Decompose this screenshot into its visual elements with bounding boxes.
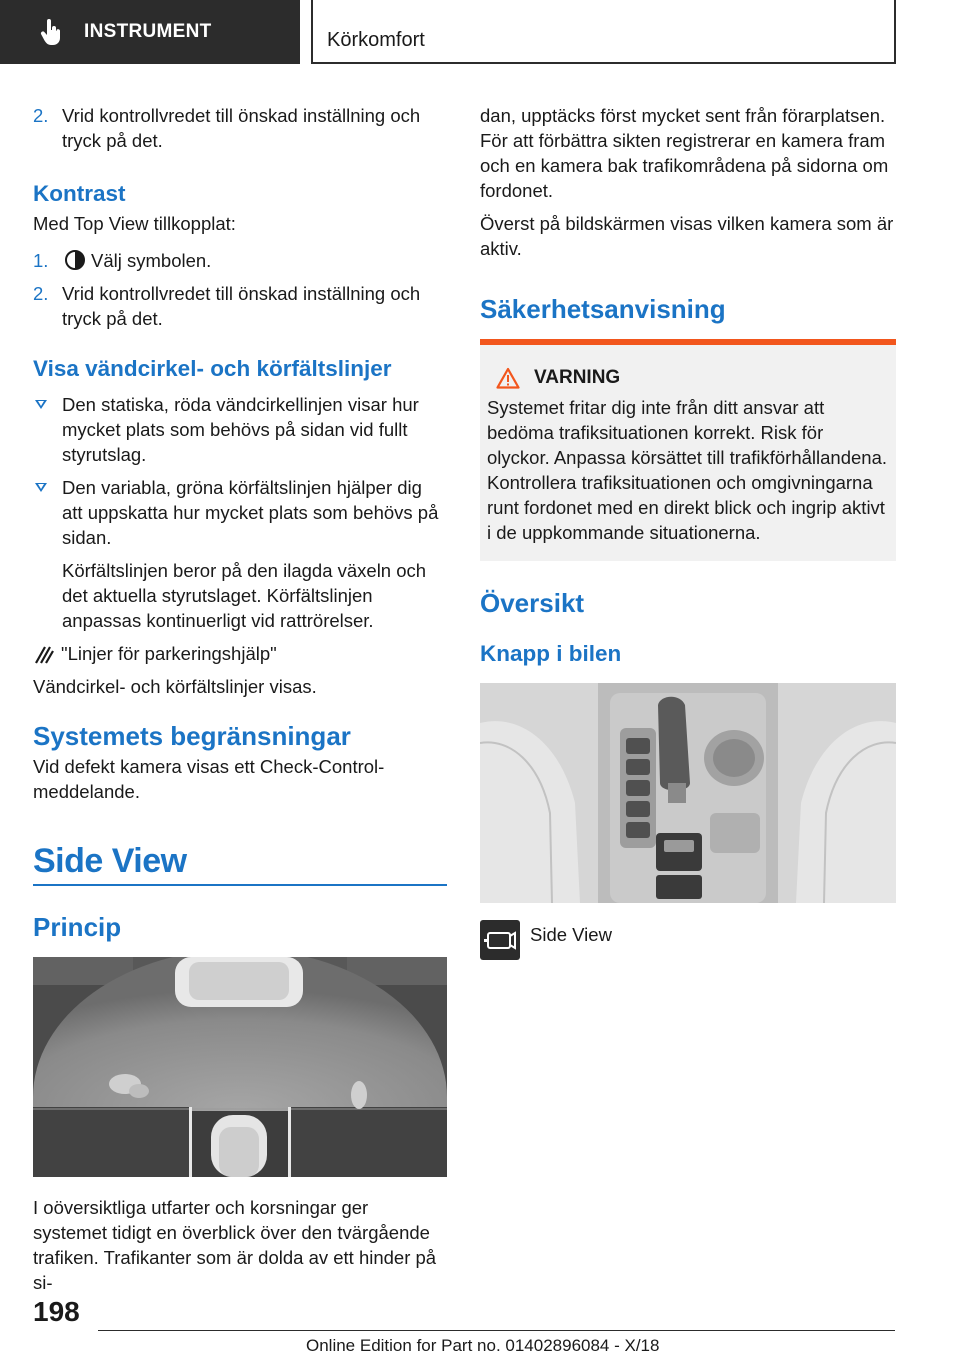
footer-rule xyxy=(98,1330,895,1331)
result-text: Vändcirkel- och körfältslinjer visas. xyxy=(33,676,317,697)
heading-sakerhet: Säkerhetsanvisning xyxy=(480,294,726,324)
side-view-button-label: Side View xyxy=(530,924,612,945)
bullet-continuation: Körfältslinjen beror på den ilagda växeln och det aktuella styrutslaget. Körfältslinjen anpassas kontinuerligt vid rattrörelser. xyxy=(62,560,427,631)
heading-visa: Visa vändcirkel- och körfältslinjer xyxy=(33,356,392,381)
princip-text: I oöversiktliga utfarter och korsningar ger systemet tidigt en överblick över den tvärgående trafiken. Trafikanter som är dolda av ett hinder på si- xyxy=(33,1197,437,1293)
step-text: Vrid kontrollvredet till önskad inställning och tryck på det. xyxy=(62,283,421,329)
button-legend xyxy=(480,920,896,960)
bullet-triangle-icon xyxy=(35,400,47,409)
section-tab-label: INSTRUMENT xyxy=(84,21,212,42)
list-item xyxy=(33,475,447,550)
side-view-principle-image xyxy=(33,957,447,1177)
warning-title: VARNING xyxy=(534,367,621,388)
page-number: 198 xyxy=(33,1296,80,1327)
chapter-title: Körkomfort xyxy=(327,29,425,51)
bullet-text: Den variabla, gröna körfältslinjen hjälper dig att uppskatta hur mycket plats som behövs på sidan. xyxy=(62,477,439,548)
left-column xyxy=(33,103,447,1295)
list-item xyxy=(33,281,447,331)
heading-princip: Princip xyxy=(33,912,122,942)
heading-rule xyxy=(33,884,447,886)
section-tab[interactable] xyxy=(0,0,300,64)
step-text: Vrid kontrollvredet till önskad inställning och tryck på det. xyxy=(62,105,421,151)
warning-triangle-icon xyxy=(496,367,520,389)
list-item xyxy=(33,248,447,273)
heading-begransningar: Systemets begränsningar xyxy=(33,721,351,751)
icon-row xyxy=(33,641,447,666)
heading-kontrast: Kontrast xyxy=(33,181,126,206)
right-column xyxy=(480,103,896,960)
warning-box xyxy=(480,345,896,561)
icon-label: "Linjer för parkeringshjälp" xyxy=(61,643,277,664)
kontrast-intro: Med Top View tillkopplat: xyxy=(33,213,236,234)
step-number: 2. xyxy=(33,283,49,304)
warning-text: Systemet fritar dig inte från ditt ansvar att bedöma trafiksituationen korrekt. Risk för olyckor. Anpassa körsättet till trafikförhållandena. Kontrollera trafiksituationen och omgivningarna runt fordonet med en direkt blick och ingrip aktivt i de uppkommande situationerna. xyxy=(487,397,888,543)
chapter-header xyxy=(311,0,896,64)
parking-lines-icon xyxy=(33,643,55,665)
step-number: 2. xyxy=(33,105,49,126)
center-console-image xyxy=(480,683,896,903)
warning-title-row xyxy=(487,365,888,390)
step-number: 1. xyxy=(33,250,49,271)
bullet-text: Den statiska, röda vändcirkellinjen visar hur mycket plats som behövs på sidan vid fullt styrutslag. xyxy=(62,394,419,465)
continued-text: dan, upptäcks först mycket sent från förarplatsen. För att förbättra sikten registrerar en kamera fram och en kamera bak trafikområdena på sidorna om fordonet. xyxy=(480,105,889,201)
heading-knapp: Knapp i bilen xyxy=(480,641,622,666)
list-item xyxy=(33,392,447,467)
bullet-triangle-icon xyxy=(35,483,47,492)
side-view-button-icon xyxy=(480,920,520,960)
active-camera-text: Överst på bildskärmen visas vilken kamera som är aktiv. xyxy=(480,213,894,259)
heading-side-view: Side View xyxy=(33,842,187,880)
heading-oversikt: Översikt xyxy=(480,588,585,618)
edition-text: Online Edition for Part no. 01402896084 - X/18 xyxy=(306,1336,660,1355)
step-text: Välj symbolen. xyxy=(91,250,212,271)
begransningar-text: Vid defekt kamera visas ett Check-Control-meddelande. xyxy=(33,756,385,802)
contrast-icon xyxy=(64,249,86,271)
list-item xyxy=(33,103,447,153)
hand-pointer-icon xyxy=(40,19,62,45)
